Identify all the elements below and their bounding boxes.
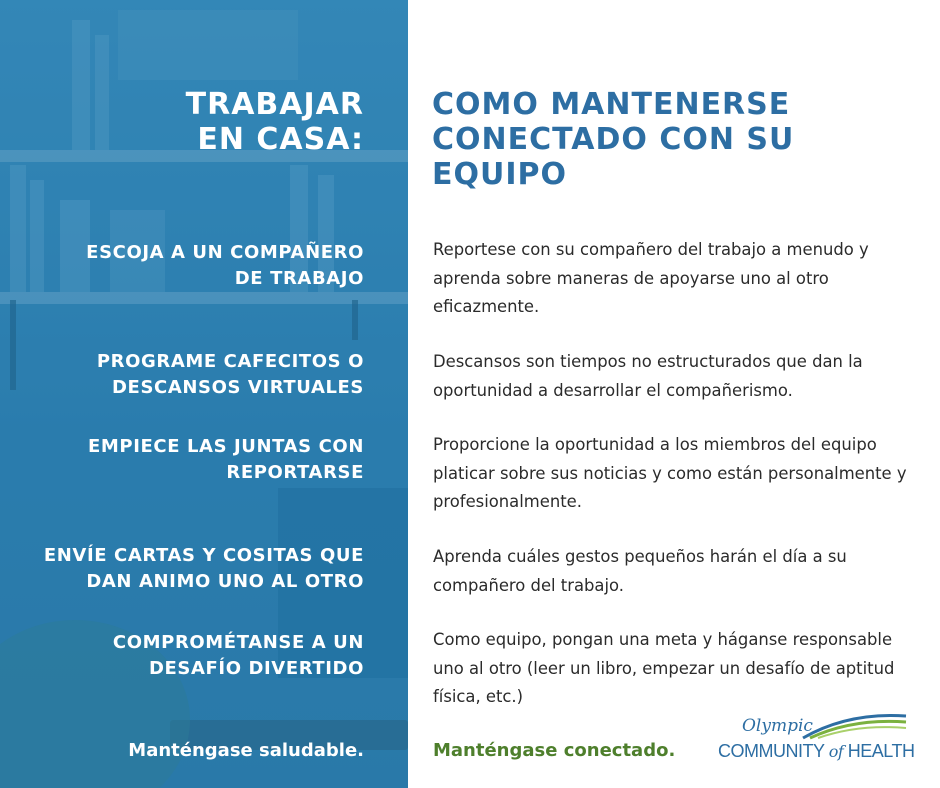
tip-line: REPORTARSE [226, 462, 364, 484]
tip-item [0, 240, 364, 292]
logo-health-word: HEALTH [847, 741, 915, 761]
swoosh-icon [798, 708, 908, 740]
tip-line: DESAFÍO DIVERTIDO [148, 658, 364, 680]
logo-community-word: COMMUNITY [718, 741, 825, 761]
left-heading-line: EN CASA: [197, 121, 364, 157]
tip-description: Aprenda cuáles gestos pequeños harán el día a su compañero del trabajo. [433, 547, 847, 595]
tip-item [0, 349, 364, 401]
logo-olympic-text: Olympic [742, 716, 813, 736]
tip-line: PROGRAME CAFECITOS O [96, 351, 364, 372]
tip-line: DESCANSOS VIRTUALES [112, 377, 364, 399]
tip-line: EMPIECE LAS JUNTAS CON [88, 436, 364, 457]
tip-item [0, 630, 364, 682]
logo-of-word: of [828, 742, 844, 761]
tip-line: DE TRABAJO [234, 268, 364, 290]
right-footer: Manténgase conectado. [433, 740, 676, 761]
right-heading-line: CONECTADO CON SU [432, 121, 795, 157]
tip-item [0, 543, 364, 595]
tip-description: Reportese con su compañero del trabajo a menudo y aprenda sobre maneras de apoyarse uno al otro eficazmente. [433, 240, 869, 317]
tip-description: Descansos son tiempos no estructurados que dan la oportunidad a desarrollar el compañerismo. [433, 352, 863, 400]
right-heading [432, 88, 902, 192]
right-heading-line: COMO MANTENERSE [432, 87, 791, 122]
logo-community-text [718, 741, 914, 762]
left-photo-panel [0, 0, 408, 788]
tip-description: Proporcione la oportunidad a los miembros del equipo platicar sobre sus noticias y como están personalmente y profesionalmente. [433, 435, 907, 512]
left-footer: Manténgase saludable. [128, 740, 364, 761]
tip-item [0, 434, 364, 486]
olympic-community-of-health-logo [718, 708, 915, 768]
left-heading [186, 88, 364, 158]
tip-description: Como equipo, pongan una meta y háganse responsable uno al otro (leer un libro, empezar un desafío de aptitud física, etc.) [433, 630, 895, 707]
left-heading-line: TRABAJAR [185, 87, 364, 122]
right-heading-line: EQUIPO [432, 156, 568, 192]
tip-line: ENVÍE CARTAS Y COSITAS QUE [43, 545, 364, 566]
tip-line: COMPROMÉTANSE A UN [112, 632, 364, 653]
tip-line: DAN ANIMO UNO AL OTRO [86, 571, 364, 593]
tip-line: ESCOJA A UN COMPAÑERO [86, 242, 364, 263]
